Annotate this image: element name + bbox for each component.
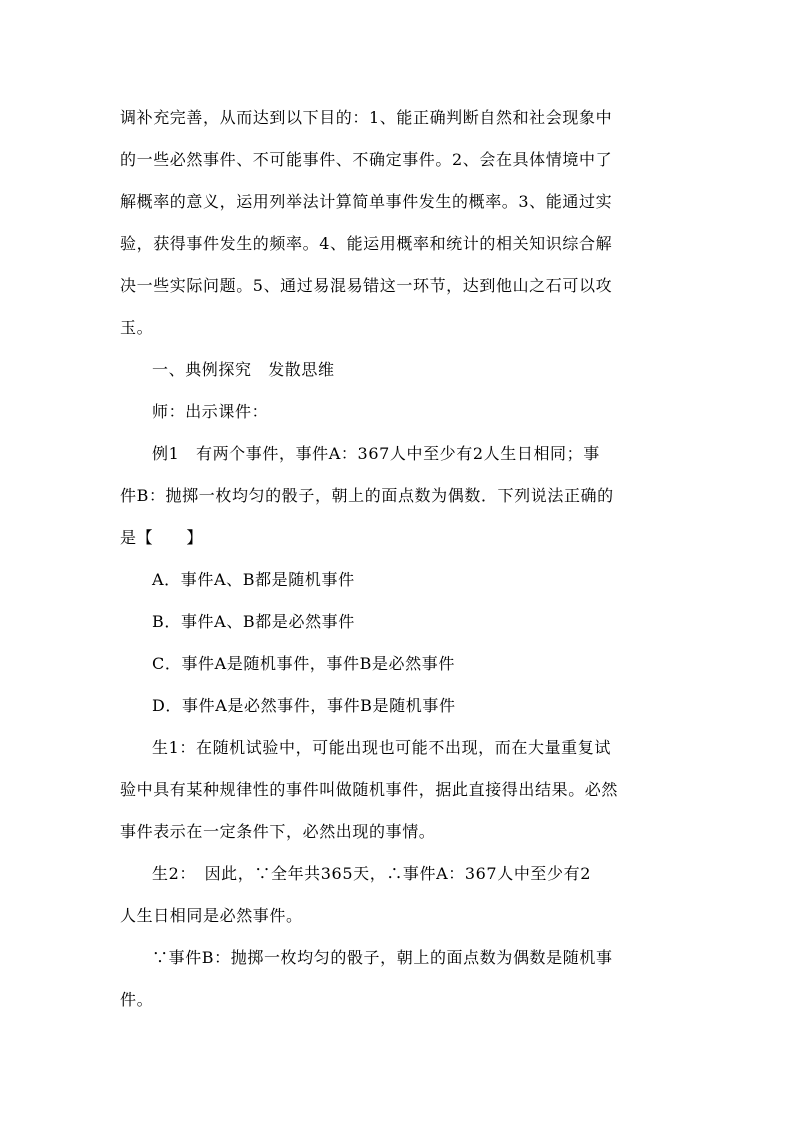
paragraph-line: 决一些实际问题。5、通过易混易错这一环节，达到他山之石可以攻 [120,276,613,295]
student-line: 人生日相同是必然事件。 [120,906,303,925]
student-line: 件。 [120,990,154,1009]
paragraph-line: 调补充完善，从而达到以下目的：1、能正确判断自然和社会现象中 [120,108,613,127]
option-b: B．事件A、B都是必然事件 [152,612,355,631]
paragraph-line: 玉。 [120,318,154,337]
example-line: 件B：抛掷一枚均匀的骰子，朝上的面点数为偶数．下列说法正确的 [120,486,614,505]
student-line: 事件表示在一定条件下，必然出现的事情。 [120,822,436,841]
paragraph-line: 解概率的意义，运用列举法计算简单事件发生的概率。3、能通过实 [120,192,613,211]
student-line: 生2： 因此，∵全年共365天，∴事件A：367人中至少有2 [152,864,591,883]
example-line: 是【 】 [120,528,204,547]
section-heading: 一、典例探究 发散思维 [152,360,335,379]
option-a: A．事件A、B都是随机事件 [152,570,355,589]
teacher-line: 师：出示课件： [152,402,269,421]
student-line: 生1：在随机试验中，可能出现也可能不出现，而在大量重复试 [152,738,611,757]
example-line: 例1 有两个事件，事件A：367人中至少有2人生日相同；事 [152,444,600,463]
option-c: C．事件A是随机事件，事件B是必然事件 [152,654,455,673]
option-d: D．事件A是必然事件，事件B是随机事件 [152,696,456,715]
paragraph-line: 的一些必然事件、不可能事件、不确定事件。2、会在具体情境中了 [120,150,613,169]
paragraph-line: 验，获得事件发生的频率。4、能运用概率和统计的相关知识综合解 [120,234,613,253]
student-line: 验中具有某种规律性的事件叫做随机事件，据此直接得出结果。必然 [120,780,619,799]
student-line: ∵事件B：抛掷一枚均匀的骰子，朝上的面点数为偶数是随机事 [152,948,613,967]
